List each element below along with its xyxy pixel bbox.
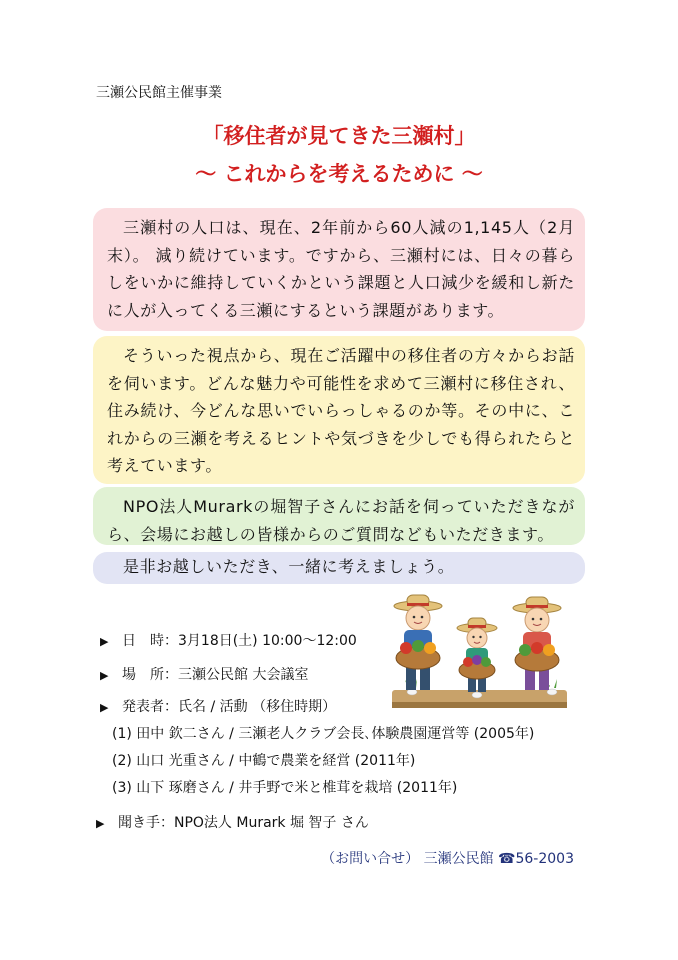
bullet-icon: ▶	[100, 701, 109, 714]
event-subtitle: ～ これからを考えるために ～	[195, 162, 483, 186]
speaker-value: ：氏名 / 活動 （移住時期）	[164, 699, 337, 715]
bullet-icon: ▶	[96, 817, 105, 830]
bullet-icon: ▶	[100, 669, 109, 682]
organizer-label: 三瀬公民館主催事業	[96, 85, 222, 101]
bullet-icon: ▶	[100, 635, 109, 648]
invitation-paragraph: 是非お越しいただき、一緒に考えましょう。	[93, 552, 585, 584]
speaker-item: (3) 山下 琢磨さん / 井手野で米と椎茸を栽培 (2011年)	[112, 780, 458, 796]
farmers-illustration	[382, 592, 572, 714]
contact-info: （お問い合せ） 三瀬公民館 ☎56-2003	[321, 851, 574, 867]
date-row	[100, 630, 357, 650]
place-value: ：三瀬公民館 大会議室	[164, 667, 309, 683]
date-label: 日 時	[122, 633, 164, 649]
speaker-label: 発表者	[122, 699, 164, 715]
speaker-item: (1) 田中 欽二さん / 三瀬老人クラブ会長､体験農園運営等 (2005年)	[112, 726, 535, 742]
intro-paragraph-purpose: そういった視点から、現在ご活躍中の移住者の方々からお話を伺います。どんな魅力や可能性を求めて三瀬村に移住され、住み続け、今どんな思いでいらっしゃるのか等。その中に、これからの三瀬を考えるヒントや気づきを少しでも得られたらと考えています。	[93, 336, 585, 484]
interviewer-label: 聞き手	[118, 815, 160, 831]
intro-paragraph-interviewer: NPO法人Murarkの堀智子さんにお話を伺っていただきながら、会場にお越しの皆様からのご質問などもいただきます。	[93, 487, 585, 545]
speaker-item: (2) 山口 光重さん / 中鶴で農業を経営 (2011年)	[112, 753, 416, 769]
place-row	[100, 664, 308, 684]
place-label: 場 所	[122, 667, 164, 683]
date-value: ：3月18日(土) 10:00～12:00	[164, 633, 357, 649]
interviewer-value: ：NPO法人 Murark 堀 智子 さん	[160, 815, 369, 831]
interviewer-row	[96, 812, 369, 832]
speaker-row	[100, 696, 336, 716]
intro-paragraph-population: 三瀬村の人口は、現在、2年前から60人減の1,145人（2月末）。 減り続けています。ですから、三瀬村には、日々の暮らしをいかに維持していくかという課題と人口減少を緩和し新たに人が入ってくる三瀬にするという課題があります。	[93, 208, 585, 331]
event-title: 「移住者が見てきた三瀬村」	[202, 124, 476, 148]
